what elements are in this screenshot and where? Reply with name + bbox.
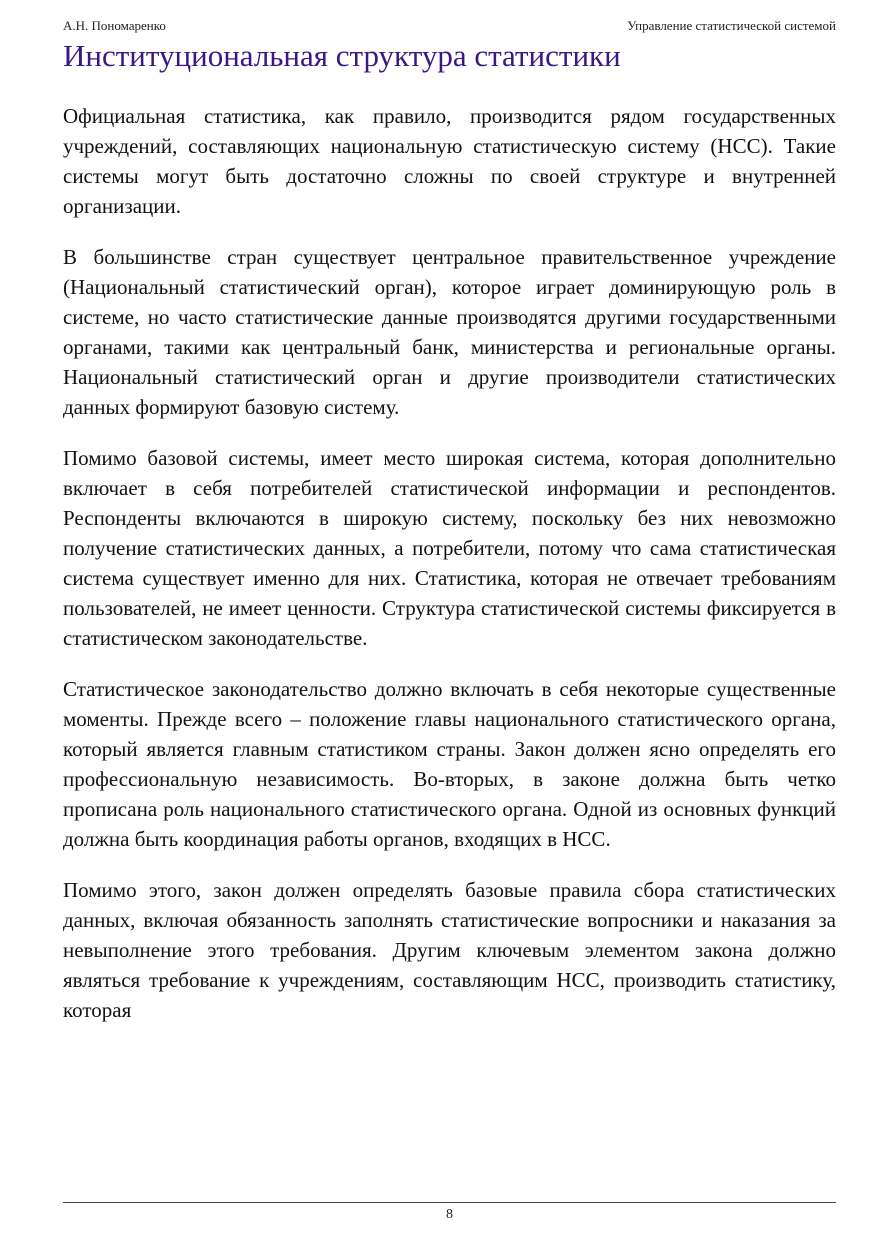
- document-page: [63, 0, 836, 1241]
- footer-divider: [63, 1202, 836, 1203]
- paragraph-4: Статистическое законодательство должно включать в себя некоторые существенные моменты. Прежде всего – положение главы национального статистического органа, который является главным статистиком страны. Закон должен ясно определять его профессиональную независимость. Во-вторых, в законе должна быть четко прописана роль национального статистического органа. Одной из основных функций должна быть координация работы органов, входящих в НСС.: [63, 677, 836, 851]
- header-author: А.Н. Пономаренко: [63, 18, 166, 33]
- running-header: [63, 16, 836, 36]
- paragraph-5: Помимо этого, закон должен определять базовые правила сбора статистических данных, включая обязанность заполнять статистические вопросники и наказания за невыполнение этого требования. Другим ключевым элементом закона должно являться требование к учреждениям, составляющим НСС, производить статистику, которая: [63, 878, 836, 1022]
- paragraph-2: В большинстве стран существует центральное правительственное учреждение (Национальный статистический орган), которое играет доминирующую роль в системе, но часто статистические данные производятся другими государственными органами, такими как центральный банк, министерства и региональные органы. Национальный статистический орган и другие производители статистических данных формируют базовую систему.: [63, 245, 836, 419]
- body-text: [63, 101, 836, 1046]
- section-title: Институциональная структура статистики: [63, 38, 621, 73]
- paragraph-1: Официальная статистика, как правило, производится рядом государственных учреждений, составляющих национальную статистическую систему (НСС). Такие системы могут быть достаточно сложны по своей структуре и внутренней организации.: [63, 104, 836, 218]
- header-document-title: Управление статистической системой: [627, 18, 836, 33]
- page-number: 8: [446, 1207, 453, 1222]
- paragraph-3: Помимо базовой системы, имеет место широкая система, которая дополнительно включает в себя потребителей статистической информации и респондентов. Респонденты включаются в широкую систему, поскольку без них невозможно получение статистических данных, а потребители, потому что сама статистическая система существует именно для них. Статистика, которая не отвечает требованиям пользователей, не имеет ценности. Структура статистической системы фиксируется в статистическом законодательстве.: [63, 446, 836, 650]
